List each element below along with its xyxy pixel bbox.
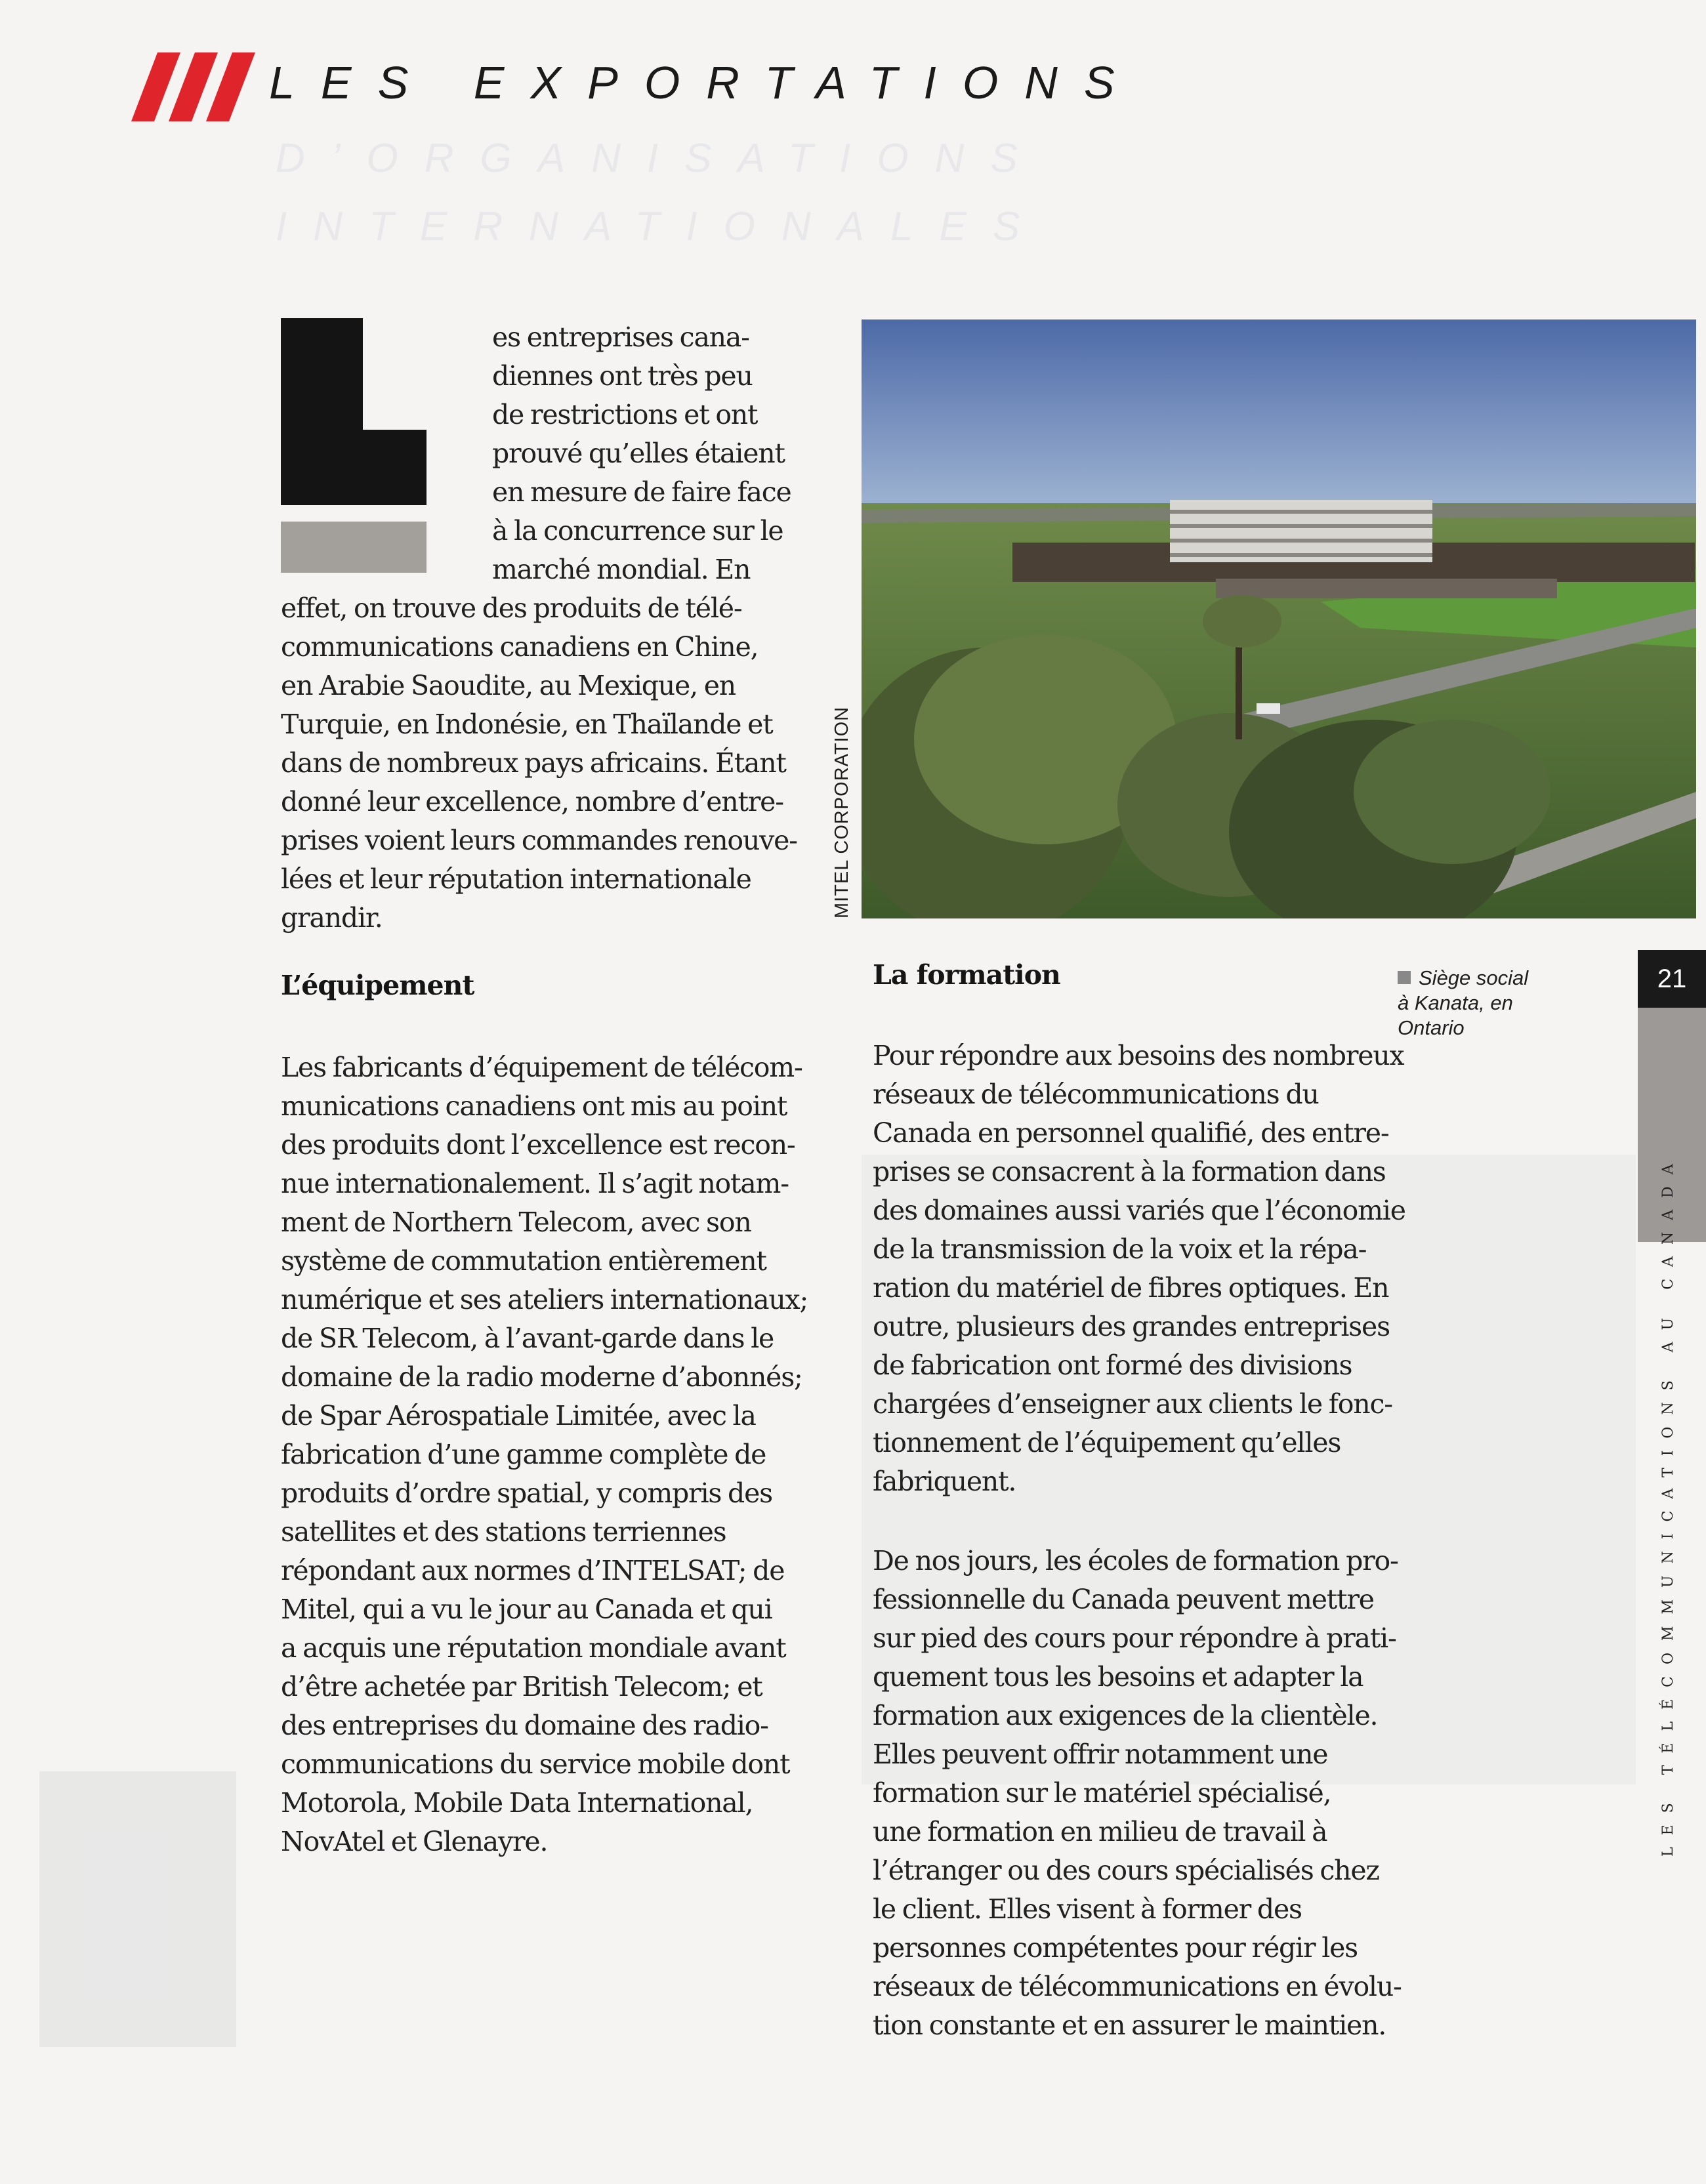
photo-credit: MITEL CORPORATION (831, 706, 852, 918)
caption-line (1398, 966, 1608, 991)
square-bullet-icon (1398, 971, 1411, 984)
intro-line: diennes ont très peu (492, 360, 753, 392)
headquarters-photo (862, 319, 1696, 918)
equipment-line: des entreprises du domaine des radio- (281, 1710, 768, 1741)
training-line: quement tous les besoins et adapter la (873, 1661, 1363, 1693)
training-line: De nos jours, les écoles de formation pro- (873, 1545, 1398, 1576)
training-line: l’étranger ou des cours spécialisés chez (873, 1855, 1379, 1886)
intro-line: grandir. (281, 902, 383, 934)
equipment-line: a acquis une réputation mondiale avant (281, 1632, 786, 1664)
equipment-line: produits d’ordre spatial, y compris des (281, 1477, 772, 1509)
equipment-line: NovAtel et Glenayre. (281, 1826, 548, 1857)
intro-line: Turquie, en Indonésie, en Thaïlande et (281, 709, 773, 740)
equipment-line: nue internationalement. Il s’agit notam- (281, 1168, 789, 1199)
equipment-line: fabrication d’une gamme complète de (281, 1439, 766, 1470)
dropcap-counter (363, 318, 427, 430)
equipment-line: ment de Northern Telecom, avec son (281, 1206, 751, 1238)
caption-text: Ontario (1398, 1016, 1465, 1039)
training-line: tionnement de l’équipement qu’elles (873, 1427, 1341, 1458)
training-line: réseaux de télécommunications en évolu- (873, 1971, 1402, 2002)
intro-line: de restrictions et ont (492, 399, 758, 430)
training-line: outre, plusieurs des grandes entreprises (873, 1311, 1390, 1342)
training-paragraph-2 (873, 1542, 1402, 2045)
equipment-line: numérique et ses ateliers internationaux; (281, 1284, 808, 1315)
equipment-line: système de commutation entièrement (281, 1245, 766, 1277)
equipment-paragraph (281, 1048, 808, 1861)
equipment-line: domaine de la radio moderne d’abonnés; (281, 1361, 802, 1393)
equipment-line: d’être achetée par British Telecom; et (281, 1671, 762, 1702)
caption-line (1398, 991, 1608, 1016)
intro-line: en Arabie Saoudite, au Mexique, en (281, 670, 736, 701)
caption-text: Siège social (1419, 966, 1529, 989)
intro-paragraph-continued (281, 589, 797, 937)
equipment-line: Mitel, qui a vu le jour au Canada et qui (281, 1594, 772, 1625)
red-slashes-logo (131, 52, 256, 121)
intro-line: effet, on trouve des produits de télé- (281, 592, 742, 624)
dropcap-grey-bar (281, 522, 427, 573)
intro-line: es entreprises cana- (492, 321, 749, 353)
training-line: de fabrication ont formé des divisions (873, 1350, 1352, 1381)
training-paragraph-1 (873, 1037, 1405, 1501)
intro-line: prouvé qu’elles étaient (492, 438, 785, 469)
running-title: LES TÉLÉCOMMUNICATIONS AU CANADA (1660, 1152, 1676, 1857)
intro-line: en mesure de faire face (492, 476, 791, 508)
training-line: prises se consacrent à la formation dans (873, 1156, 1386, 1187)
intro-line: dans de nombreux pays africains. Étant (281, 747, 786, 779)
training-line: une formation en milieu de travail à (873, 1816, 1327, 1847)
intro-line: lées et leur réputation internationale (281, 863, 751, 895)
page-number: 21 (1657, 964, 1687, 993)
equipment-line: communications du service mobile dont (281, 1748, 790, 1780)
training-line: personnes compétentes pour régir les (873, 1932, 1358, 1964)
training-line: ration du matériel de fibres optiques. En (873, 1272, 1389, 1304)
training-line: Pour répondre aux besoins des nombreux (873, 1040, 1404, 1071)
training-line: des domaines aussi variés que l’économie (873, 1195, 1405, 1226)
equipment-line: de SR Telecom, à l’avant-garde dans le (281, 1323, 774, 1354)
intro-line: à la concurrence sur le (492, 515, 783, 546)
training-line: sur pied des cours pour répondre à prati- (873, 1622, 1396, 1654)
training-line: réseaux de télécommunications du (873, 1079, 1319, 1110)
intro-line: donné leur excellence, nombre d’entre- (281, 786, 783, 817)
training-line: Elles peuvent offrir notamment une (873, 1739, 1328, 1770)
training-line: le client. Elles visent à former des (873, 1893, 1302, 1925)
bleed-through-block (39, 1771, 236, 2047)
training-line: chargées d’enseigner aux clients le fonc- (873, 1388, 1392, 1420)
intro-line: marché mondial. En (492, 554, 751, 585)
equipment-heading: L’équipement (281, 970, 474, 1001)
training-line: formation aux exigences de la clientèle. (873, 1700, 1378, 1731)
intro-paragraph-start (492, 318, 794, 589)
equipment-line: répondant aux normes d’INTELSAT; de (281, 1555, 785, 1586)
training-line: fabriquent. (873, 1466, 1016, 1497)
training-line: fessionnelle du Canada peuvent mettre (873, 1584, 1374, 1615)
equipment-line: satellites et des stations terriennes (281, 1516, 726, 1548)
caption-line (1398, 1016, 1608, 1040)
equipment-line: des produits dont l’excellence est recon- (281, 1129, 795, 1161)
equipment-line: de Spar Aérospatiale Limitée, avec la (281, 1400, 756, 1432)
training-line: tion constante et en assurer le maintien. (873, 2009, 1386, 2041)
equipment-line: munications canadiens ont mis au point (281, 1090, 787, 1122)
training-line: formation sur le matériel spécialisé, (873, 1777, 1331, 1809)
section-title: LES EXPORTATIONS (269, 57, 1141, 108)
equipment-line: Les fabricants d’équipement de télécom- (281, 1052, 802, 1083)
photo-caption (1398, 966, 1608, 1040)
intro-line: communications canadiens en Chine, (281, 631, 759, 663)
training-heading: La formation (873, 959, 1060, 991)
training-line: Canada en personnel qualifié, des entre- (873, 1117, 1389, 1149)
bleed-through-title: D’ORGANISATIONS INTERNATIONALES (276, 136, 1047, 249)
caption-text: à Kanata, en (1398, 991, 1513, 1014)
equipment-line: Motorola, Mobile Data International, (281, 1787, 753, 1819)
training-line: de la transmission de la voix et la répa- (873, 1233, 1367, 1265)
intro-line: prises voient leurs commandes renouve- (281, 825, 797, 856)
